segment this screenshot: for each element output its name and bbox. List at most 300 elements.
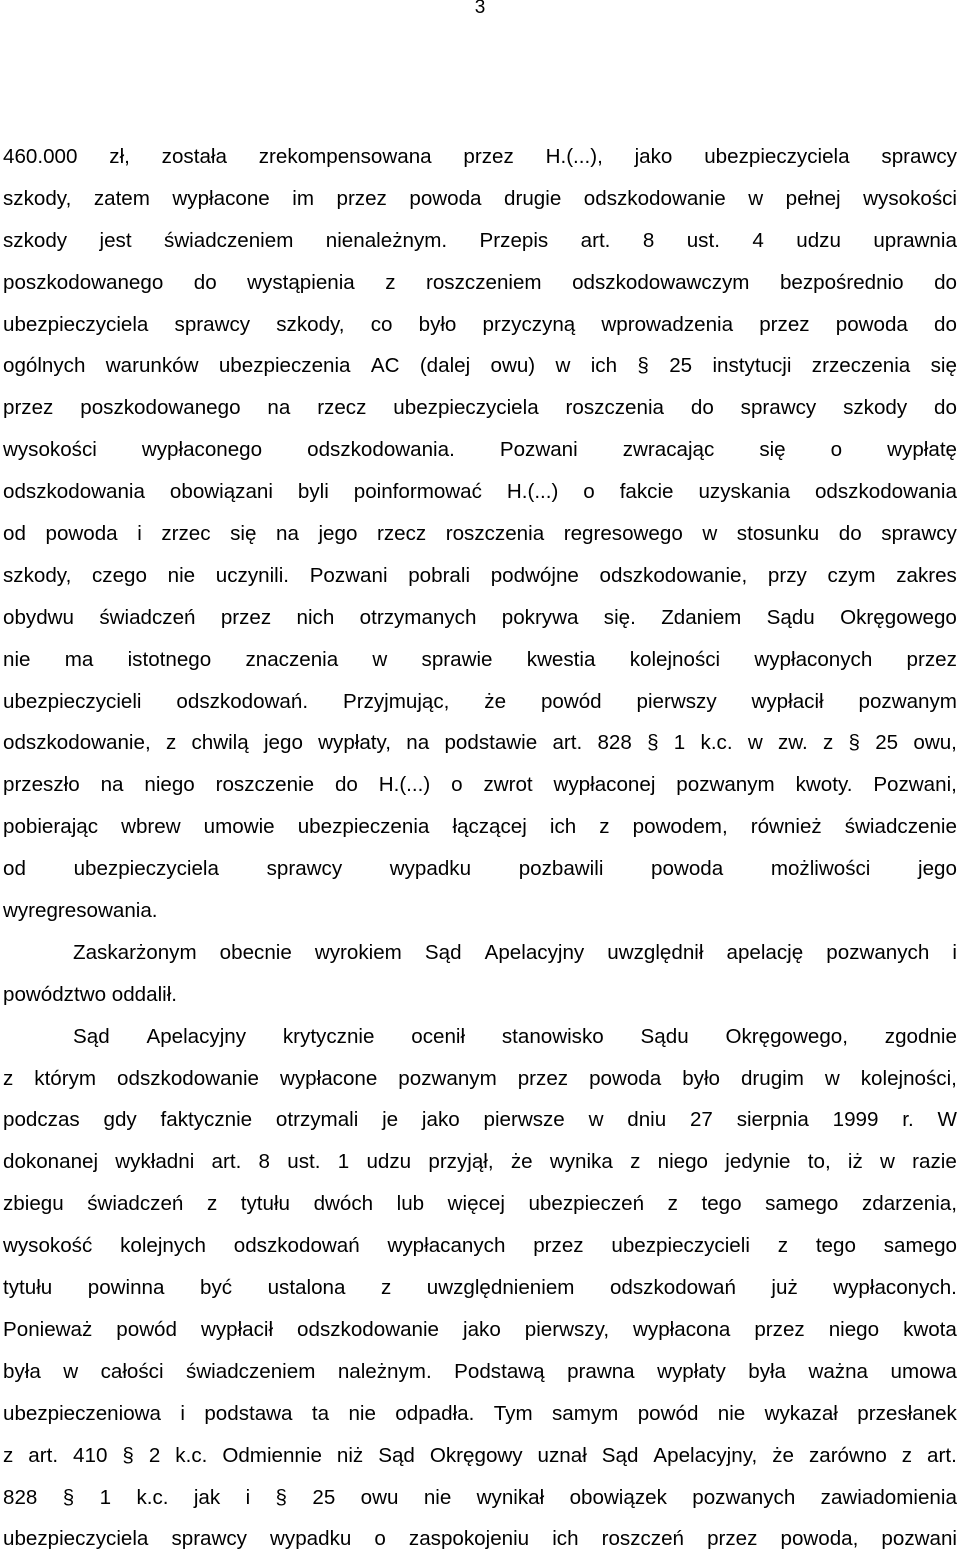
word: rzecz: [317, 396, 367, 420]
word: również: [750, 815, 822, 839]
text-line: [3, 932, 957, 974]
word: o: [374, 1527, 386, 1551]
word: jako: [421, 1108, 460, 1132]
text-line: [3, 639, 957, 681]
word: do: [934, 312, 957, 336]
word: §: [275, 1485, 287, 1509]
word: ubezpieczyciela: [3, 312, 149, 336]
word: 460.000: [3, 145, 78, 168]
word: otrzymali: [275, 1108, 359, 1132]
text-line: [3, 1435, 957, 1477]
word: pierwszy: [636, 689, 717, 713]
word: niego: [144, 773, 195, 797]
word: z: [380, 1276, 392, 1300]
word: ubezpieczenia: [218, 354, 351, 378]
word: pozwanym: [398, 1066, 497, 1090]
word: zwracając: [622, 438, 715, 462]
word: że: [484, 689, 507, 713]
text-line: [3, 597, 957, 639]
word: pozwanym: [858, 689, 957, 713]
word: ubezpieczyciela: [393, 396, 539, 420]
word: w: [63, 1359, 79, 1383]
word: pozwanych: [826, 940, 930, 964]
word: H.(...),: [545, 145, 603, 168]
word: powoda: [409, 186, 482, 210]
word: r.: [902, 1108, 914, 1132]
word: podwójne: [490, 563, 579, 587]
word: wypłacona: [633, 1317, 731, 1341]
word: wypłacanych: [387, 1234, 506, 1258]
word: szkody: [843, 396, 908, 420]
word: pozwanych: [692, 1485, 796, 1509]
word: ubezpieczyciela: [3, 1527, 149, 1551]
word: uzyskania: [698, 480, 791, 504]
word: zatem: [93, 186, 150, 210]
word: tytułu: [240, 1192, 291, 1216]
word: świadczeń: [87, 1192, 184, 1216]
word: zł,: [109, 145, 130, 168]
word: odszkodowanie: [117, 1066, 260, 1090]
word: powoda: [651, 857, 724, 881]
word: Podstawą: [454, 1359, 545, 1383]
word: samym: [551, 1401, 619, 1425]
word: uwzględnił: [607, 940, 704, 964]
word: przez: [463, 145, 514, 168]
word: przesłanek: [857, 1401, 957, 1425]
word: sierpnia: [736, 1108, 809, 1132]
word: świadczeniem: [186, 1359, 316, 1383]
word: warunków: [105, 354, 199, 378]
word: Sąd: [601, 1443, 639, 1467]
word: wysokości: [863, 186, 957, 210]
word: pozwanym: [676, 773, 775, 797]
word: podstawa: [204, 1401, 293, 1425]
word: uwzględnieniem: [426, 1276, 575, 1300]
word: co: [370, 312, 393, 336]
word: Apelacyjny: [484, 940, 585, 964]
word: H.(...): [506, 480, 559, 504]
word: owu,: [913, 731, 957, 755]
word: wystąpienia: [247, 270, 355, 294]
word: się.: [603, 605, 636, 629]
word: Apelacyjny: [146, 1024, 247, 1048]
text-line: [3, 764, 957, 806]
word: 410: [73, 1443, 108, 1467]
word: byli: [297, 480, 329, 504]
word: jedynie: [725, 1150, 791, 1174]
word: Sąd: [73, 1024, 110, 1048]
word: Pozwani: [309, 563, 388, 587]
word: roszczenia: [565, 396, 664, 420]
word: z: [777, 1234, 789, 1258]
word: i: [952, 940, 957, 964]
word: zbiegu: [3, 1192, 64, 1216]
word: przeszło: [3, 773, 80, 797]
word: drugim: [740, 1066, 804, 1090]
word: tego: [701, 1192, 742, 1216]
word: i: [245, 1485, 251, 1509]
word: AC: [370, 354, 400, 378]
word: krytycznie: [282, 1024, 375, 1048]
word: Zdaniem: [661, 605, 742, 629]
word: przez: [220, 605, 272, 629]
word: 8: [258, 1150, 271, 1174]
word: samego: [883, 1234, 957, 1258]
word: o: [583, 480, 595, 504]
word: udzu: [366, 1150, 412, 1174]
word: o: [830, 438, 843, 462]
text-line: [3, 429, 957, 471]
word: podstawie: [444, 731, 538, 755]
word: W: [937, 1108, 957, 1132]
word: ust.: [287, 1150, 321, 1174]
word: pierwszy,: [524, 1317, 610, 1341]
word: 8: [642, 228, 655, 252]
word: czego: [91, 563, 147, 587]
word: kolejności: [629, 647, 721, 671]
word: fakcie: [619, 480, 674, 504]
word: ma: [64, 647, 94, 671]
word: nich: [296, 605, 335, 629]
word: że: [510, 1150, 533, 1174]
word: przez: [3, 396, 54, 420]
word: Sądu: [640, 1024, 689, 1048]
word: Ponieważ: [3, 1317, 93, 1341]
word: w: [880, 1150, 895, 1174]
word: 25: [312, 1485, 336, 1509]
word: pobrali: [408, 563, 471, 587]
word: należnym.: [337, 1359, 432, 1383]
word: do: [193, 270, 217, 294]
word: Przepis: [479, 228, 549, 252]
word: Okręgowy: [429, 1443, 523, 1467]
word: z: [630, 1150, 641, 1174]
word: art.: [211, 1150, 242, 1174]
word: odszkodowania: [814, 480, 957, 504]
word: sprawcy: [174, 312, 251, 336]
word: odszkodowanie,: [599, 563, 748, 587]
word: jako: [634, 145, 673, 168]
word: rzecz: [376, 522, 427, 546]
word: pokrywa: [501, 605, 579, 629]
text-line: [3, 1351, 957, 1393]
word: wykładni: [115, 1150, 195, 1174]
text-line: [3, 262, 957, 304]
word: w: [747, 731, 763, 755]
word: niego: [828, 1317, 880, 1341]
word: stanowisko: [501, 1024, 604, 1048]
word: jego: [318, 522, 358, 546]
word: zrzec: [161, 522, 211, 546]
word: wypłacone: [172, 186, 270, 210]
word: wprowadzenia: [601, 312, 734, 336]
word: odpadła.: [395, 1401, 475, 1425]
word: uczynili.: [215, 563, 290, 587]
word: roszczeń: [601, 1527, 684, 1551]
word: wypłacone: [280, 1066, 378, 1090]
word: świadczeń: [99, 605, 196, 629]
word: wykazał: [764, 1401, 838, 1425]
word: kolejności,: [860, 1066, 957, 1090]
word: na: [406, 731, 430, 755]
word: roszczenie: [215, 773, 315, 797]
word: nie: [167, 563, 196, 587]
text-line: [3, 1058, 957, 1100]
word: art.: [580, 228, 611, 252]
word: umowie: [203, 815, 275, 839]
word: regresowego: [563, 522, 683, 546]
word: obowiązek: [569, 1485, 667, 1509]
word: Sąd: [424, 940, 462, 964]
word: od: [3, 857, 26, 881]
word: Okręgowego,: [725, 1024, 848, 1048]
word: powoda,: [780, 1527, 859, 1551]
word: tego: [815, 1234, 856, 1258]
word: faktycznie: [160, 1108, 253, 1132]
word: Okręgowego: [840, 605, 957, 629]
word: było: [418, 312, 457, 336]
text-line: [3, 1141, 957, 1183]
word: pozwani: [881, 1527, 957, 1551]
word: wbrew: [121, 815, 181, 839]
word: poszkodowanego: [3, 270, 164, 294]
word: 1999: [832, 1108, 879, 1132]
text-line: [3, 1518, 957, 1560]
word: została: [161, 145, 227, 168]
word: art.: [552, 731, 583, 755]
word: ich: [590, 354, 618, 378]
word: jego: [918, 857, 957, 881]
word: §: [647, 731, 659, 755]
text-line: [3, 471, 957, 513]
word: odszkodowań: [233, 1234, 360, 1258]
word: obowiązani: [169, 480, 273, 504]
word: kwoty.: [795, 773, 853, 797]
word: z: [165, 731, 177, 755]
word: razie: [912, 1150, 957, 1174]
word: istotnego: [127, 647, 212, 671]
word: w: [555, 354, 571, 378]
word: nie: [3, 647, 31, 671]
text-line: [3, 555, 957, 597]
word: pobierając: [3, 815, 99, 839]
word: z: [206, 1192, 218, 1216]
word: niego: [657, 1150, 708, 1174]
word: zrzeczenia: [811, 354, 911, 378]
word: wypłacił: [200, 1317, 274, 1341]
word: więcej: [447, 1192, 505, 1216]
word: pierwsze: [483, 1108, 565, 1132]
text-line: [3, 1393, 957, 1435]
word: od: [3, 522, 26, 546]
word: przyjął,: [428, 1150, 494, 1174]
word: zarówno: [808, 1443, 887, 1467]
word: dwóch: [313, 1192, 374, 1216]
word: Tym: [493, 1401, 533, 1425]
word: powodem,: [632, 815, 728, 839]
word: sprawcy: [171, 1527, 247, 1551]
word: powinna: [87, 1276, 165, 1300]
word: wynikał: [476, 1485, 545, 1509]
word: je: [382, 1108, 399, 1132]
word: poinformować: [353, 480, 482, 504]
word: do: [934, 396, 957, 420]
word: wypłaconego: [141, 438, 263, 462]
word: 27: [689, 1108, 713, 1132]
word: nie: [717, 1401, 746, 1425]
text-line: [3, 513, 957, 555]
word: otrzymanych: [359, 605, 477, 629]
word: wypłaconych: [754, 647, 873, 671]
word: §: [122, 1443, 134, 1467]
word: była: [748, 1359, 787, 1383]
word: do: [334, 773, 358, 797]
word: wypadku: [389, 857, 472, 881]
word: 25: [875, 731, 899, 755]
word: tytułu: [3, 1276, 53, 1300]
word: ubezpieczyciela: [73, 857, 219, 881]
word: przez: [517, 1066, 569, 1090]
word: gdy: [103, 1108, 137, 1132]
word: udzu: [796, 228, 841, 252]
word: 1: [673, 731, 686, 755]
word: łączącej: [452, 815, 527, 839]
word: kolejnych: [120, 1234, 206, 1258]
word: powód: [637, 1401, 699, 1425]
word: w: [748, 186, 764, 210]
word: powoda: [589, 1066, 662, 1090]
word: wypłaty: [657, 1359, 726, 1383]
word: pozbawili: [518, 857, 604, 881]
word: §: [637, 354, 649, 378]
text-line: [3, 136, 957, 178]
word: zdarzenia,: [861, 1192, 957, 1216]
word: z: [599, 815, 610, 839]
word: niż: [336, 1443, 364, 1467]
text-line: [3, 220, 957, 262]
word: kwota: [903, 1317, 957, 1341]
word: wypłaconej: [553, 773, 656, 797]
word: pełnej: [785, 186, 841, 210]
word: kwestia: [526, 647, 596, 671]
word: do: [934, 270, 957, 294]
word: z: [385, 270, 396, 294]
word: Przyjmując,: [342, 689, 450, 713]
word: (dalej: [419, 354, 471, 378]
word: Pozwani,: [873, 773, 957, 797]
word: art.: [927, 1443, 957, 1467]
word: Zaskarżonym: [73, 940, 197, 964]
word: przez: [906, 647, 957, 671]
word: się: [759, 438, 786, 462]
word: bezpośrednio: [779, 270, 904, 294]
word: k.c.: [175, 1443, 208, 1467]
word: odszkodowanie,: [3, 731, 151, 755]
text-line: [3, 848, 957, 890]
word: możliwości: [770, 857, 871, 881]
text-line: [3, 1099, 957, 1141]
word: Odmiennie: [222, 1443, 322, 1467]
word: 1: [337, 1150, 350, 1174]
word: i: [180, 1401, 185, 1425]
word: roszczeniem: [426, 270, 542, 294]
word: ocenił: [411, 1024, 466, 1048]
word: powód: [116, 1317, 177, 1341]
word: stosunku: [736, 522, 820, 546]
word: instytucji: [712, 354, 792, 378]
word: odszkodowania: [3, 480, 145, 504]
word: 828: [3, 1485, 38, 1509]
word: apelację: [726, 940, 804, 964]
word: była: [3, 1359, 41, 1383]
word: drugie: [504, 186, 562, 210]
text-line: [3, 1016, 957, 1058]
word: odszkodowania.: [307, 438, 455, 462]
word: na: [267, 396, 291, 420]
word: szkody: [3, 228, 68, 252]
word: ustalona: [267, 1276, 346, 1300]
word: sprawcy: [266, 857, 343, 881]
word: §: [62, 1485, 75, 1509]
word: iż: [847, 1150, 863, 1174]
word: przez: [707, 1527, 758, 1551]
word: że: [772, 1443, 794, 1467]
word: k.c.: [700, 731, 733, 755]
word: art.: [28, 1443, 59, 1467]
word: roszczenia: [445, 522, 545, 546]
word: z: [901, 1443, 913, 1467]
word: przy: [767, 563, 807, 587]
word: wypadku: [270, 1527, 352, 1551]
text-line: wyregresowania.: [3, 899, 158, 923]
word: sprawcy: [881, 522, 957, 546]
word: poszkodowanego: [80, 396, 241, 420]
word: k.c.: [136, 1485, 169, 1509]
word: prawna: [567, 1359, 635, 1383]
word: 1: [99, 1485, 112, 1509]
word: całości: [100, 1359, 164, 1383]
word: wypłatę: [887, 438, 957, 462]
word: uznał: [537, 1443, 587, 1467]
word: 4: [752, 228, 764, 252]
word: odszkodowanie: [297, 1317, 440, 1341]
word: świadczenie: [844, 815, 957, 839]
word: szkody,: [3, 186, 72, 210]
word: ogólnych: [3, 354, 86, 378]
page-number: 3: [474, 0, 486, 18]
word: w: [824, 1066, 840, 1090]
word: znaczenia: [245, 647, 339, 671]
word: 828: [597, 731, 632, 755]
text-line: [3, 681, 957, 723]
word: ubezpieczyciela: [704, 145, 850, 168]
text-line: [3, 1267, 957, 1309]
word: ust.: [686, 228, 720, 252]
word: przez: [336, 186, 387, 210]
word: ubezpieczeniowa: [3, 1401, 161, 1425]
text-line: [3, 345, 957, 387]
text-line: [3, 1477, 957, 1519]
word: Sądu: [766, 605, 815, 629]
word: jako: [463, 1317, 501, 1341]
text-line: powództwo oddalił.: [3, 982, 178, 1006]
word: dniu: [627, 1108, 667, 1132]
word: być: [199, 1276, 233, 1300]
word: powoda: [835, 312, 908, 336]
word: samego: [765, 1192, 839, 1216]
word: jego: [263, 731, 303, 755]
word: nie: [348, 1401, 376, 1425]
